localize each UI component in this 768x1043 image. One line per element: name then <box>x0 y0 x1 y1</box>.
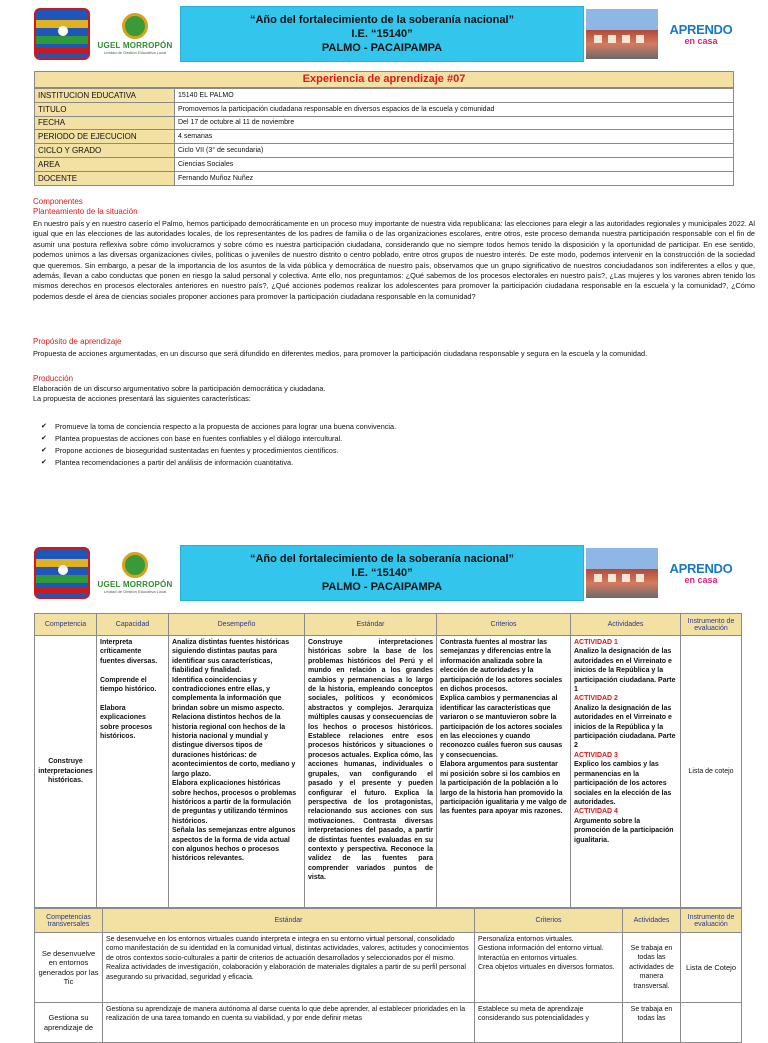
activity-title: ACTIVIDAD 3 <box>574 751 618 759</box>
experience-title: Experiencia de aprendizaje #07 <box>34 71 734 88</box>
header-title-box <box>180 545 584 601</box>
transversal-criteria-cell: Establece su meta de aprendizaje considerando sus potencialidades y <box>475 1003 623 1043</box>
characteristic-item: ✔ Propone acciones de bioseguridad sustentadas en fuentes y procedimientos científicos. <box>33 445 755 457</box>
transversal-standard-cell: Se desenvuelve en los entornos virtuales cuando interpreta e integra en su entorno virtual personal, consolidado como manifestación de su identidad en la comunidad virtual, distintas actividades, valores, actitudes y conocimientos de otros contextos socio-culturales a partir de criterios de actuación desarrollados y seleccionados por él mismo. Realiza actividades de investigación, colaboración y elaboración de materiales digitales a partir de su perfil personal asegurando su privacidad, seguridad y eficacia. <box>103 933 475 1003</box>
info-row <box>35 116 734 130</box>
transversal-instrument-cell: Lista de Cotejo <box>681 933 742 1003</box>
transversal-criteria-cell: Personaliza entornos virtuales. Gestiona información del entorno virtual. Interactúa en entornos virtuales. Crea objetos virtuales en diversos formatos. <box>475 933 623 1003</box>
transversal-table <box>34 908 742 1043</box>
column-header: Capacidad <box>97 614 169 636</box>
criteria-cell: Contrasta fuentes al mostrar las semejanzas y diferencias entre la información analizada sobre la elección de autoridades y la participación de los actores sociales en dichos procesos. Explica cambios y permanencias al identificar las características que variaron o se mantuvieron sobre la participación de los actores sociales en las elecciones y cuando reconozco cuáles fueron sus causas y consecuencias. Elabora argumentos para sustentar mi posición sobre si los cambios en la participación de la población a lo largo de la historia han promovido la participación igualitaria y me valgo de las fuentes para apoyar mis razones. <box>437 636 571 908</box>
characteristic-item: ✔ Promueve la toma de conciencia respecto a la propuesta de acciones para lograr una buena convivencia. <box>33 421 755 433</box>
info-value: Del 17 de octubre al 11 de noviembre <box>175 116 734 130</box>
info-value: Fernando Muñoz Nuñez <box>175 171 734 185</box>
header-school-id: I.E. “15140” <box>351 567 413 579</box>
ugel-sub-label: Unidad de Gestión Educativa Local <box>103 50 167 55</box>
standard-cell: Construye interpretaciones históricas sobre la base de los problemas históricos del Perú y el mundo en relación a los grandes cambios y permanencias a lo largo de la historia, empleando conceptos sociales, políticos y económicos abstractos y complejos. Jerarquiza múltiples causas y consecuencias de los hechos o procesos históricos. Establece relaciones entre esos procesos históricos y situaciones o procesos actuales. Explica cómo, las acciones humanas, individuales o grupales, van configurando el pasado y el presente y pueden configurar el futuro. Explica la perspectiva de los protagonistas, relacionando sus acciones con sus motivaciones. Contrasta diversas interpretaciones del pasado, a partir de distintas fuentes evaluadas en su contexto y perspectiva. Reconoce la validez de las fuentes para comprender variados puntos de vista. <box>305 636 437 908</box>
info-row <box>35 130 734 144</box>
column-header: Estándar <box>103 909 475 933</box>
info-row <box>35 171 734 185</box>
info-key: DOCENTE <box>35 171 175 185</box>
info-table <box>34 88 734 186</box>
activity-title: ACTIVIDAD 1 <box>574 639 618 646</box>
table-row <box>35 636 742 908</box>
info-row <box>35 157 734 171</box>
header-logos <box>32 545 180 601</box>
info-key: INSTITUCION EDUCATIVA <box>35 89 175 103</box>
column-header: Instrumento de evaluación <box>681 909 742 933</box>
competence-table <box>34 613 742 908</box>
info-key: FECHA <box>35 116 175 130</box>
characteristic-item: ✔ Plantea recomendaciones a partir del análisis de información cuantitativa. <box>33 457 755 469</box>
header-title-box <box>180 6 584 62</box>
transversal-standard-cell: Gestiona su aprendizaje de manera autónoma al darse cuenta lo que debe aprender, al establecer prioridades en la realización de una tarea tomando en cuenta su viabilidad, y por ende definir metas <box>103 1003 475 1043</box>
header-school-id: I.E. “15140” <box>351 28 413 40</box>
aprendo-en-casa-logo <box>666 561 736 585</box>
aprendo-label: APRENDO <box>669 561 733 576</box>
ugel-logo <box>96 552 174 594</box>
production-heading: Producción <box>33 374 74 383</box>
column-header: Criterios <box>437 614 571 636</box>
column-header: Desempeño <box>169 614 305 636</box>
info-row <box>35 89 734 103</box>
aprendo-en-casa-logo <box>666 22 736 46</box>
purpose-paragraph: Propuesta de acciones argumentadas, en un discurso que será difundido en diferentes medios, para promover la participación ciudadana responsable y segura en la escuela y la comunidad. <box>33 349 648 358</box>
ugel-seal-icon <box>122 13 148 39</box>
situation-paragraph: En nuestro país y en nuestro caserío el Palmo, hemos participado democráticamente en un proceso muy importante de nuestra vida republicana: las elecciones para elegir a las autoridades regionales y municipales 2022. Al igual que en las elecciones de las autoridades locales, de los representantes de los padres de familia o de las organizaciones escolares, entre otros, este proceso demanda nuestra participación responsable con el fin de asumir una postura reflexiva sobre cómo involucrarnos y sobre cómo es nuestra participación ciudadana, considerando que no siempre todos hemos tenido la disposición y la oportunidad de participar. En ese sentido, podemos unirnos a las diversas organizaciones civiles, políticas o juveniles de nuestro distrito o centro poblado, entre otros grupos de nuestro interés. De este modo, podemos intervenir en la construcción de la sociedad que queremos. Sin embargo, a pesar de la importancia de los asuntos de la vida pública y democrática de nuestro país, observamos que un grupo significativo de nuestros conciudadanos son indiferentes a ellos y que, además, llevan a cabo conductas que ponen en riesgo la salud personal y colectiva. Ante ello, nos preguntamos: ¿Qué sabemos de los procesos electorales en nuestro país?, ¿Las mujeres y los varones abren tenido los mismos derechos en procesos electorales anteriores en nuestro país?, ¿Qué acciones podemos realizar los adolescentes para promover la participación ciudadana responsable en la escuela y la comunidad?, ¿Cómo podemos desde el área de ciencias sociales proponer acciones para promover la participación ciudadana responsable en la comunidad? <box>33 219 755 301</box>
column-header: Criterios <box>475 909 623 933</box>
column-header: Competencia <box>35 614 97 636</box>
school-building-photo <box>586 548 658 598</box>
header-location: PALMO - PACAIPAMPA <box>321 42 443 54</box>
production-section <box>33 374 755 469</box>
transversal-competence-cell: Gestiona su aprendizaje de <box>35 1003 103 1043</box>
info-key: CICLO Y GRADO <box>35 144 175 158</box>
transversal-header-row <box>35 909 742 933</box>
info-key: PERIODO DE EJECUCION <box>35 130 175 144</box>
production-paragraph: Elaboración de un discurso argumentativo sobre la participación democrática y ciudadana. <box>33 384 326 393</box>
en-casa-label: en casa <box>684 36 718 46</box>
transversal-activities-cell: Se trabaja en todas las actividades de manera transversal. <box>623 933 681 1003</box>
column-header: Actividades <box>623 909 681 933</box>
info-value: Ciclo VII (3° de secundaria) <box>175 144 734 158</box>
capacity-cell: Interpreta críticamente fuentes diversas. Comprende el tiempo histórico. Elabora explicaciones sobre procesos históricos. <box>97 636 169 908</box>
transversal-activities-cell: Se trabaja en todas las <box>623 1003 681 1043</box>
info-value: 4 semanas <box>175 130 734 144</box>
activity-title: ACTIVIDAD 2 <box>574 695 618 703</box>
situation-heading: Planteamiento de la situación <box>33 207 138 216</box>
en-casa-label: en casa <box>684 575 718 585</box>
header-year-motto: “Año del fortalecimiento de la soberanía nacional” <box>249 553 515 565</box>
column-header: Estándar <box>305 614 437 636</box>
characteristic-item: ✔ Plantea propuestas de acciones con base en fuentes confiables y el diálogo intercultural. <box>33 433 755 445</box>
components-heading: Componentes <box>33 197 83 206</box>
ugel-label: UGEL MORROPÓN <box>97 580 173 589</box>
school-crest-logo <box>34 547 90 599</box>
column-header: Instrumento de evaluación <box>681 614 742 636</box>
characteristics-list <box>33 421 755 469</box>
activity-title: ACTIVIDAD 4 <box>574 808 618 816</box>
header-banner-2 <box>32 545 736 601</box>
activities-cell <box>571 636 681 908</box>
competence-cell: Construye interpretaciones históricas. <box>35 636 97 908</box>
header-location: PALMO - PACAIPAMPA <box>321 581 443 593</box>
purpose-section <box>33 337 755 359</box>
column-header: Competencias transversales <box>35 909 103 933</box>
ugel-seal-icon <box>122 552 148 578</box>
info-key: AREA <box>35 157 175 171</box>
instrument-cell: Lista de cotejo <box>681 636 742 908</box>
info-row <box>35 102 734 116</box>
ugel-logo <box>96 13 174 55</box>
header-right-images <box>584 6 736 62</box>
activity-text: Argumento sobre la promoción de la participación igualitaria. <box>574 817 674 844</box>
school-building-photo <box>586 9 658 59</box>
competence-header-row <box>35 614 742 636</box>
table-row <box>35 933 742 1003</box>
info-value: Ciencias Sociales <box>175 157 734 171</box>
aprendo-label: APRENDO <box>669 22 733 37</box>
production-characteristics-intro: La propuesta de acciones presentará las siguientes características: <box>33 394 251 404</box>
header-logos <box>32 6 180 62</box>
transversal-instrument-cell <box>681 1003 742 1043</box>
ugel-label: UGEL MORROPÓN <box>97 41 173 50</box>
info-value: Promovemos la participación ciudadana responsable en diversos espacios de la escuela y comunidad <box>175 102 734 116</box>
activity-text: Analizo la designación de las autoridades en el Virreinato e inicios de la República y la participación ciudadana. Parte 1 <box>574 648 676 694</box>
column-header: Actividades <box>571 614 681 636</box>
info-key: TITULO <box>35 102 175 116</box>
header-banner-1 <box>32 6 736 62</box>
table-row <box>35 1003 742 1043</box>
activity-text: Explico los cambios y las permanencias en la participación de los actores sociales en la elección de las autoridades. <box>574 761 672 806</box>
ugel-sub-label: Unidad de Gestión Educativa Local <box>103 589 167 594</box>
header-right-images <box>584 545 736 601</box>
purpose-heading: Propósito de aprendizaje <box>33 337 122 346</box>
activity-text: Analizo la designación de las autoridades en el Virreinato e inicios de la República y la participación ciudadana. Parte 2 <box>574 704 676 750</box>
info-row <box>35 144 734 158</box>
performance-cell: Analiza distintas fuentes históricas siguiendo distintas pautas para identificar sus características, fiabilidad y finalidad. Identifica coincidencias y contradicciones entre ellas, y complementa la información que brindan sobre un mismo aspecto. Relaciona distintos hechos de la historia regional con hechos de la historia nacional y mundial y distingue diversos tipos de duraciones históricas: de acontecimientos de corto, mediano y largo plazo. Elabora explicaciones históricas sobre hechos, procesos o problemas históricos a partir de la formulación de preguntas y utilizando términos históricos. Señala las semejanzas entre algunos aspectos de la forma de vida actual con algunos hechos o procesos históricos relevantes. <box>169 636 305 908</box>
info-value: 15140 EL PALMO <box>175 89 734 103</box>
transversal-competence-cell: Se desenvuelve en entornos generados por las Tic <box>35 933 103 1003</box>
header-year-motto: “Año del fortalecimiento de la soberanía nacional” <box>249 14 515 26</box>
school-crest-logo <box>34 8 90 60</box>
situation-section <box>33 197 755 302</box>
